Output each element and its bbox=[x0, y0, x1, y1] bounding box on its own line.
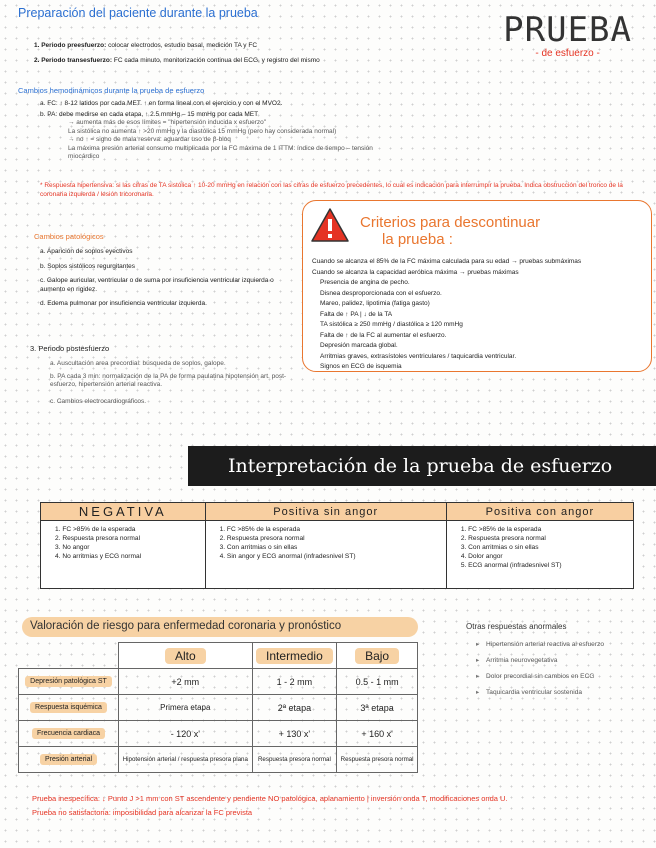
list-item: 3. Con arritmias o sin ellas bbox=[219, 544, 298, 551]
col-negativa: NEGATIVA bbox=[41, 503, 206, 521]
riesgo-row-label-cell bbox=[19, 695, 119, 721]
pato-c: c. Galope auricular, ventricular o de suma por insuficiencia ventricular izquierda o aumento en rigidez. bbox=[40, 277, 274, 293]
riesgo-row-label-cell bbox=[19, 747, 119, 773]
riesgo-cell: + 130 x' bbox=[252, 721, 337, 747]
criterios-title-line2: la prueba : bbox=[382, 231, 453, 248]
positiva-sin-cell bbox=[205, 521, 446, 589]
riesgo-row-label-cell bbox=[19, 669, 119, 695]
interpretacion-table bbox=[40, 502, 634, 589]
riesgo-row-label: Presión arterial bbox=[40, 754, 97, 765]
riesgo-col-alto bbox=[119, 643, 253, 669]
list-item: 5. ECG anormal (infradesnivel ST) bbox=[460, 562, 562, 569]
riesgo-col-intermedio bbox=[252, 643, 337, 669]
hemo-b4: La máxima presión arterial consumo multiplicada por la FC máxima de 1 ITTM: índice de tiempo – tensión miocárdico bbox=[68, 144, 373, 160]
criterios-title bbox=[360, 214, 540, 248]
criterio-item: Falta de ↑ PA | ↓ de la TA bbox=[320, 310, 393, 318]
footer-line2: Prueba no satisfactoria: imposibilidad para alcanzar la FC prevista bbox=[32, 808, 253, 817]
table-row bbox=[19, 747, 418, 773]
prep-item2-label: 2. Periodo transesfuerzo: bbox=[34, 56, 113, 64]
riesgo-row-label: Respuesta isquémica bbox=[30, 702, 107, 713]
list-item: 2. Respuesta presora normal bbox=[219, 535, 305, 542]
otras-title: Otras respuestas anormales bbox=[466, 622, 567, 631]
riesgo-row-label-cell bbox=[19, 721, 119, 747]
pato-b: b. Soplos sistólicos regurgitantes bbox=[40, 262, 136, 270]
footer-line1: Prueba inespecífica: ↓ Punto J >1 mm con ST ascendente y pendiente NO patológica, aplanamiento | inversión onda T, modificaciones onda U. bbox=[32, 794, 508, 803]
pato-list bbox=[40, 248, 280, 309]
pato-d: d. Edema pulmonar por insuficiencia ventricular izquierda. bbox=[40, 300, 207, 307]
criterio-item: Disnea desproporcionada con el esfuerzo. bbox=[320, 289, 442, 297]
col-positiva-con-angor: Positiva con angor bbox=[446, 503, 633, 521]
logo-subtitle: - de esfuerzo - bbox=[535, 48, 600, 59]
list-item: ▸ Hipertensión arterial reactiva al esfuerzo bbox=[476, 640, 646, 649]
riesgo-table bbox=[18, 642, 418, 773]
hemo-b2: La sistólica no aumenta ↑ >20 mmHg y la diastólica 15 mmHg (pero hay considerada normal) bbox=[68, 127, 337, 135]
prep-section bbox=[34, 42, 434, 65]
list-item: 2. Respuesta presora normal bbox=[55, 535, 141, 542]
riesgo-cell: Hipotensión arterial / respuesta presora plana bbox=[119, 747, 253, 773]
post-label: 3. Periodo postesfuerzo bbox=[30, 344, 110, 353]
list-item: ▸ Dolor precordial sin cambios en ECG bbox=[476, 672, 646, 681]
riesgo-cell: 1 - 2 mm bbox=[252, 669, 337, 695]
riesgo-corner bbox=[19, 643, 119, 669]
riesgo-cell: Primera etapa bbox=[119, 695, 253, 721]
pato-title: Cambios patológicos bbox=[34, 232, 104, 241]
logo bbox=[503, 12, 632, 59]
criterios-title-line1: Criterios para descontinuar bbox=[360, 214, 541, 231]
riesgo-cell: - 120 x' bbox=[119, 721, 253, 747]
post-b: b. PA cada 3 min: normalización de la PA de forma paulatina hipotensión art. post-esfuerzo, hipertensión arterial reactiva. bbox=[50, 372, 287, 388]
list-item: 1. FC >85% de la esperada bbox=[219, 526, 301, 533]
riesgo-cell: + 160 x' bbox=[337, 721, 418, 747]
criterio-item: Presencia de angina de pecho. bbox=[320, 279, 410, 286]
riesgo-row-label: Depresión patológica ST bbox=[25, 676, 112, 687]
post-a: a. Auscultación area precordial: búsqueda de soplos, galope. bbox=[50, 360, 226, 367]
list-item: 1. FC >85% de la esperada bbox=[55, 526, 136, 533]
list-item: 4. No arritmias y ECG normal bbox=[55, 553, 142, 560]
logo-text: PRUEBA bbox=[503, 10, 632, 50]
criterio-item: Cuando se alcanza la capacidad aeróbica máxima → pruebas máximas bbox=[312, 268, 519, 276]
hemo-title: Cambios hemodinámicos durante la prueba de esfuerzo bbox=[18, 86, 205, 95]
prep-item1-text: colocar electrodos, estudio basal, medición TA y FC bbox=[108, 42, 258, 49]
negativa-cell bbox=[41, 521, 206, 589]
criterio-item: Depresión marcada global. bbox=[320, 342, 398, 349]
post-list bbox=[50, 360, 290, 406]
otras-list bbox=[476, 640, 646, 704]
criterio-item: Arritmias graves, extrasístoles ventriculares / taquicardia ventricular. bbox=[320, 352, 517, 360]
pato-a: a. Aparición de soplos eyectivos bbox=[40, 248, 133, 255]
hemo-respuesta: * Respuesta hipertensiva: si las cifras de TA sistólica ↑ 10-20 mmHg en relación con las cifras de esfuerzo precedentes, lo cual es indicación para interrumpir la prueba. Indica obstrucción del tronco de la coronaria izquierda / lesión tricoronaria. bbox=[40, 182, 623, 198]
criterio-item: Falta de ↑ de la FC al aumentar el esfuerzo. bbox=[320, 331, 447, 339]
criterio-item: Cuando se alcanza el 85% de la FC máxima calculada para su edad → pruebas submáximas bbox=[312, 258, 582, 265]
post-c: c. Cambios electrocardiográficos. bbox=[50, 397, 147, 405]
list-item: 3. Con arritmias o sin ellas bbox=[460, 544, 539, 551]
list-item: 1. FC >85% de la esperada bbox=[460, 526, 542, 533]
list-item: 4. Dolor angor bbox=[460, 553, 503, 560]
riesgo-cell: 2ª etapa bbox=[252, 695, 337, 721]
criterios-list bbox=[312, 258, 646, 372]
list-item: 4. Sin angor y ECG anormal (infradesnivel ST) bbox=[219, 553, 356, 560]
riesgo-cell: 3ª etapa bbox=[337, 695, 418, 721]
criterio-item: Signos en ECG de isquemia bbox=[320, 363, 402, 370]
riesgo-cell: +2 mm bbox=[119, 669, 253, 695]
hemo-a: a. FC: ↑ 8-12 latidos por cada MET. ↑ en forma lineal con el ejercicio y con el MVO2. bbox=[40, 100, 283, 107]
riesgo-col-bajo bbox=[337, 643, 418, 669]
riesgo-row-label: Frecuencia cardiaca bbox=[32, 728, 105, 739]
table-row bbox=[19, 721, 418, 747]
riesgo-cell: 0.5 - 1 mm bbox=[337, 669, 418, 695]
riesgo-title: Valoración de riesgo para enfermedad coronaria y pronóstico bbox=[30, 620, 342, 632]
col-positiva-sin-angor: Positiva sin angor bbox=[205, 503, 446, 521]
list-item: 2. Respuesta presora normal bbox=[460, 535, 546, 542]
table-row bbox=[19, 695, 418, 721]
list-item: 3. No angor bbox=[55, 544, 90, 551]
warning-icon bbox=[310, 207, 350, 243]
criterio-item: Mareo, palidez, lipotimia (fatiga gasto) bbox=[320, 300, 430, 307]
positiva-con-cell bbox=[446, 521, 633, 589]
table-row bbox=[19, 669, 418, 695]
prep-item2-text: FC cada minuto, monitorización continua del ECG, y registro del mismo bbox=[113, 56, 320, 64]
footer-notes bbox=[32, 792, 632, 820]
riesgo-cell: Respuesta presora normal bbox=[337, 747, 418, 773]
riesgo-col-label: Alto bbox=[165, 648, 206, 664]
hemo-b: b. PA: debe medirse en cada etapa, ↑ 2.5 mmHg – 15 mmHg por cada MET bbox=[40, 110, 259, 118]
criterio-item: TA sistólica ≥ 250 mmHg / diastólica ≥ 120 mmHg bbox=[320, 321, 463, 328]
hemo-content bbox=[40, 100, 380, 162]
riesgo-cell: Respuesta presora normal bbox=[252, 747, 337, 773]
hemo-b1: → aumenta más de esos límites = "hipertensión inducida x esfuerzo" bbox=[68, 119, 267, 126]
list-item: ▸ Arritmia neurovegetativa bbox=[476, 656, 646, 665]
prep-item1-label: 1. Periodo preesfuerzo: bbox=[34, 42, 107, 49]
interpretacion-banner: Interpretación de la prueba de esfuerzo bbox=[188, 446, 656, 486]
hemo-b3: → no ↑ = signo de mala reserva: aguardar uso de β-bloq bbox=[68, 136, 231, 143]
list-item: ▸ Taquicardia ventricular sostenida bbox=[476, 688, 646, 697]
page-title: Preparación del paciente durante la prueba bbox=[18, 6, 258, 20]
riesgo-col-label: Bajo bbox=[355, 648, 399, 664]
riesgo-col-label: Intermedio bbox=[256, 648, 333, 664]
